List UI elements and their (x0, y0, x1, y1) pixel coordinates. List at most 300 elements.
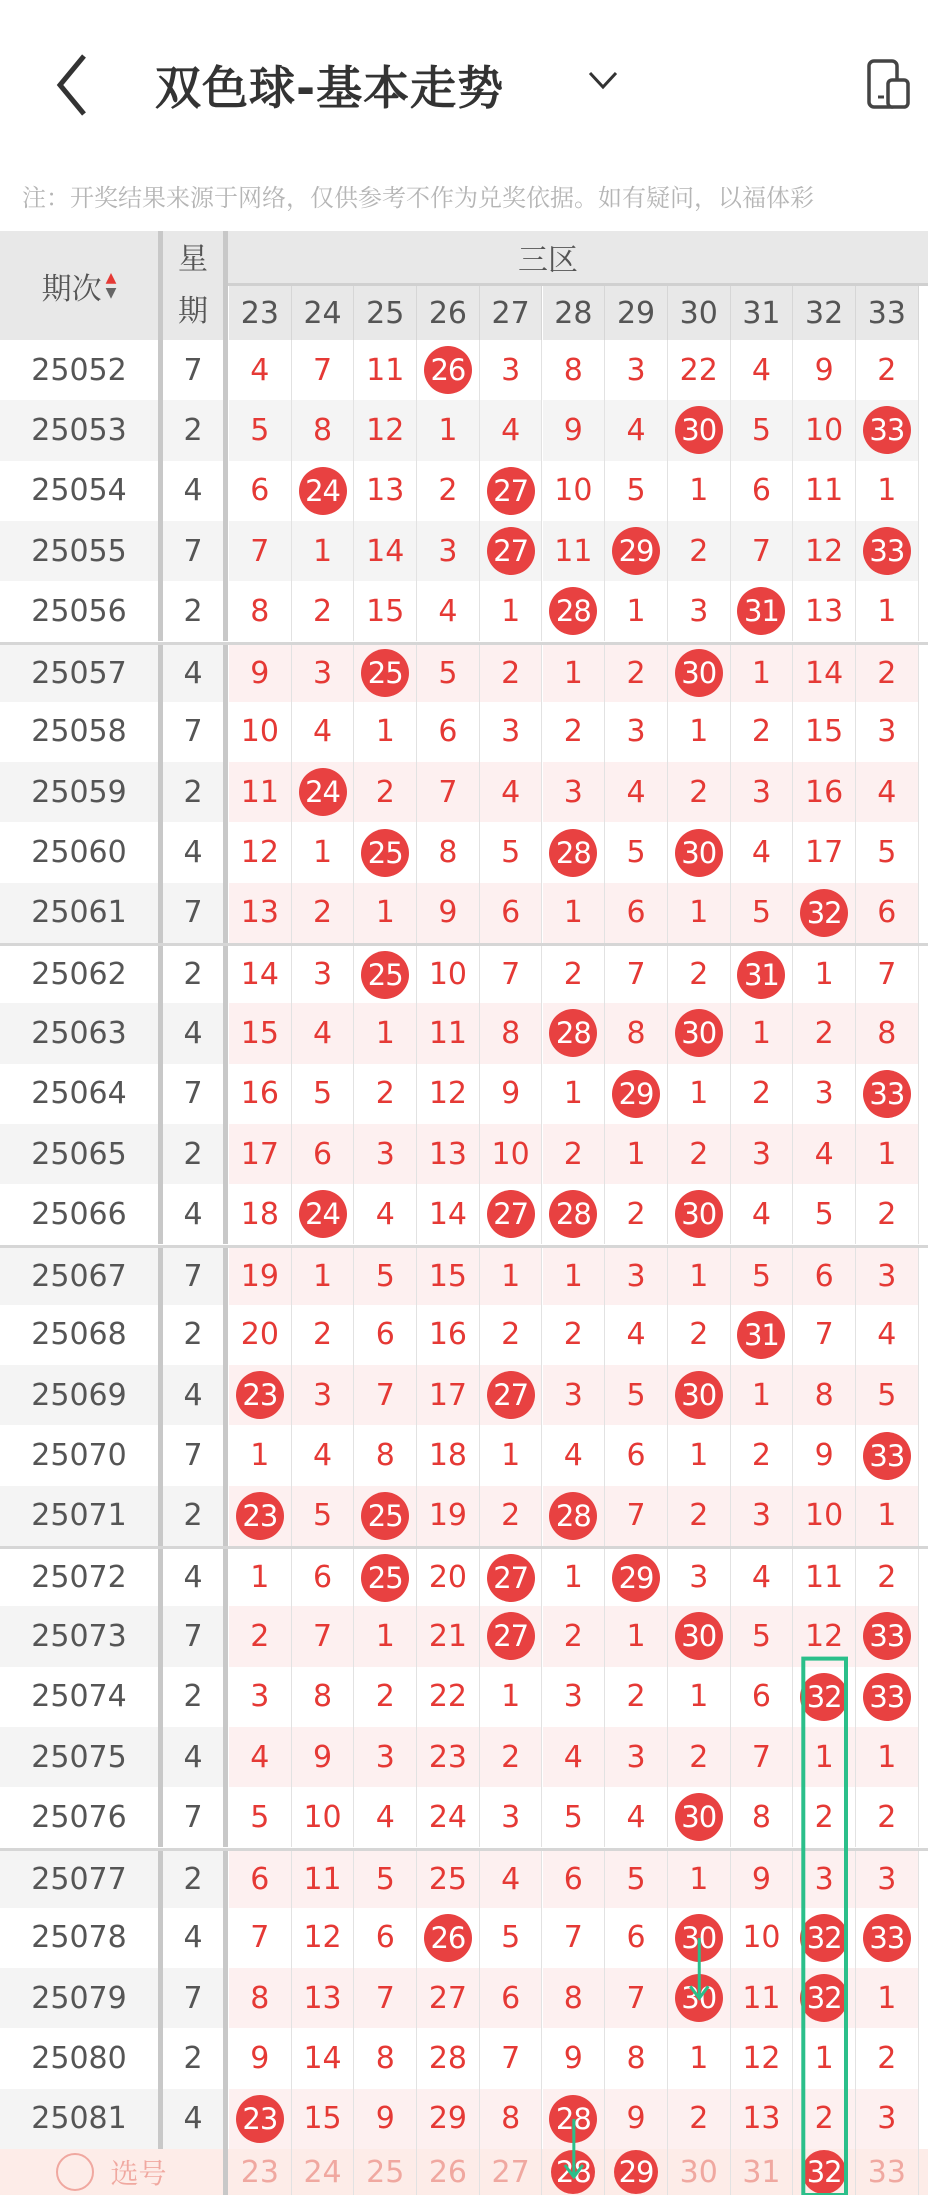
number-cell: 3 (605, 340, 668, 400)
select-number-29[interactable] (605, 2149, 668, 2195)
number-cell: 5 (292, 1064, 355, 1124)
period-cell: 25067 (0, 1248, 163, 1305)
select-row (0, 2149, 928, 2195)
number-cell (605, 1549, 668, 1606)
number-cell: 10 (480, 1124, 543, 1184)
number-cell: 1 (856, 1968, 919, 2028)
weekday-cell: 2 (163, 1124, 228, 1184)
number-cell: 3 (856, 702, 919, 762)
number-cell (543, 822, 606, 882)
hit-ball: 26 (424, 1914, 472, 1962)
number-cell: 2 (354, 762, 417, 822)
select-button[interactable] (0, 2149, 228, 2195)
weekday-cell: 4 (163, 1365, 228, 1425)
number-cell: 1 (605, 581, 668, 641)
period-header[interactable] (0, 231, 163, 340)
select-number-27[interactable]: 27 (480, 2149, 543, 2195)
number-cell: 6 (354, 1305, 417, 1365)
number-cell: 5 (605, 1365, 668, 1425)
number-cell: 13 (793, 581, 856, 641)
period-cell: 25061 (0, 883, 163, 943)
number-cell: 6 (480, 1968, 543, 2028)
number-cell (480, 1365, 543, 1425)
number-cell: 3 (668, 1549, 731, 1606)
number-cell: 29 (417, 2089, 480, 2149)
weekday-cell: 2 (163, 1851, 228, 1908)
disclaimer-note: 注：开奖结果来源于网络，仅供参考不作为兑奖依据。如有疑问，以福体彩 (22, 184, 814, 212)
selected-ball[interactable]: 28 (551, 2150, 595, 2194)
number-cell: 1 (668, 1425, 731, 1485)
number-cell (668, 1184, 731, 1244)
number-cell: 9 (793, 340, 856, 400)
number-cell (292, 461, 355, 521)
radio-circle-icon[interactable] (56, 2153, 94, 2191)
number-cell: 2 (668, 521, 731, 581)
number-cell: 2 (856, 645, 919, 702)
hit-ball: 30 (675, 1371, 723, 1419)
number-cell: 23 (417, 1727, 480, 1787)
number-cell: 2 (480, 645, 543, 702)
number-cell (856, 1064, 919, 1124)
number-cell: 1 (354, 883, 417, 943)
period-cell: 25071 (0, 1486, 163, 1546)
hit-ball: 23 (236, 1371, 284, 1419)
number-cell: 2 (731, 1064, 794, 1124)
weekday-cell: 2 (163, 400, 228, 460)
number-cell: 5 (731, 1248, 794, 1305)
number-cell: 11 (731, 1968, 794, 2028)
weekday-cell: 4 (163, 1908, 228, 1968)
number-cell: 4 (292, 1003, 355, 1063)
period-cell: 25052 (0, 340, 163, 400)
back-arrow-icon[interactable] (52, 50, 92, 120)
number-cell: 10 (731, 1908, 794, 1968)
period-cell: 25063 (0, 1003, 163, 1063)
number-cell: 3 (668, 581, 731, 641)
number-cell: 3 (543, 1365, 606, 1425)
column-header-26: 26 (417, 286, 480, 340)
number-cell: 4 (793, 1124, 856, 1184)
number-cell (668, 1365, 731, 1425)
number-cell (668, 822, 731, 882)
number-cell: 6 (417, 702, 480, 762)
select-number-30[interactable]: 30 (668, 2149, 731, 2195)
column-header-31: 31 (731, 286, 794, 340)
hit-ball: 29 (612, 527, 660, 575)
hit-ball: 30 (675, 1190, 723, 1238)
number-cell: 11 (354, 340, 417, 400)
number-cell: 13 (354, 461, 417, 521)
weekday-cell: 2 (163, 946, 228, 1003)
number-cell (480, 1184, 543, 1244)
number-cell: 5 (605, 1851, 668, 1908)
number-cell: 13 (417, 1124, 480, 1184)
table-row (0, 2089, 928, 2149)
weekday-cell: 4 (163, 1003, 228, 1063)
number-cell: 2 (543, 702, 606, 762)
number-cell: 14 (292, 2028, 355, 2088)
weekday-cell: 2 (163, 762, 228, 822)
table-row (0, 1305, 928, 1365)
number-cell: 11 (793, 1549, 856, 1606)
number-cell: 1 (731, 645, 794, 702)
number-cell: 7 (480, 2028, 543, 2088)
number-cell: 3 (543, 1667, 606, 1727)
number-cell: 15 (793, 702, 856, 762)
number-cell: 1 (793, 1727, 856, 1787)
column-header-29: 29 (605, 286, 668, 340)
hit-ball: 25 (361, 829, 409, 877)
hit-ball: 28 (549, 1009, 597, 1057)
number-cell (731, 1305, 794, 1365)
number-cell: 1 (668, 461, 731, 521)
hit-ball: 24 (299, 467, 347, 515)
number-cell: 22 (417, 1667, 480, 1727)
number-cell: 5 (731, 400, 794, 460)
number-cell: 17 (229, 1124, 292, 1184)
hit-ball: 33 (863, 1673, 911, 1721)
hit-ball: 29 (612, 1070, 660, 1118)
number-cell: 2 (354, 1064, 417, 1124)
number-cell: 6 (605, 1908, 668, 1968)
number-cell: 18 (229, 1184, 292, 1244)
hit-ball: 30 (675, 1793, 723, 1841)
weekday-cell: 7 (163, 1606, 228, 1666)
number-cell: 1 (229, 1425, 292, 1485)
select-number-31[interactable]: 31 (731, 2149, 794, 2195)
select-number-23[interactable]: 23 (229, 2149, 292, 2195)
number-cell: 24 (417, 1787, 480, 1847)
number-cell: 9 (292, 1727, 355, 1787)
number-cell: 4 (605, 400, 668, 460)
number-cell: 14 (354, 521, 417, 581)
select-number-28[interactable] (543, 2149, 606, 2195)
number-cell: 2 (668, 1727, 731, 1787)
column-header-27: 27 (480, 286, 543, 340)
hit-ball: 33 (863, 527, 911, 575)
number-cell: 1 (480, 1425, 543, 1485)
number-cell: 2 (480, 1727, 543, 1787)
number-cell: 5 (480, 1908, 543, 1968)
number-cell: 8 (292, 400, 355, 460)
number-cell: 3 (292, 946, 355, 1003)
number-cell: 2 (417, 461, 480, 521)
select-number-24[interactable]: 24 (292, 2149, 355, 2195)
number-cell: 6 (731, 1667, 794, 1727)
number-cell (668, 1908, 731, 1968)
period-cell: 25081 (0, 2089, 163, 2149)
number-cell: 15 (417, 1248, 480, 1305)
number-cell: 12 (292, 1908, 355, 1968)
number-cell: 7 (605, 946, 668, 1003)
page-title[interactable]: 双色球-基本走势 (155, 61, 505, 115)
period-cell: 25079 (0, 1968, 163, 2028)
number-cell: 2 (480, 1305, 543, 1365)
number-cell: 3 (793, 1064, 856, 1124)
period-cell: 25075 (0, 1727, 163, 1787)
number-cell: 2 (856, 1787, 919, 1847)
hit-ball: 30 (675, 1612, 723, 1660)
number-cell: 13 (292, 1968, 355, 2028)
table-row (0, 1064, 928, 1124)
hit-ball: 25 (361, 1554, 409, 1602)
number-cell: 2 (731, 702, 794, 762)
number-cell: 4 (856, 762, 919, 822)
number-cell: 13 (731, 2089, 794, 2149)
number-cell: 5 (731, 1606, 794, 1666)
number-cell: 3 (731, 762, 794, 822)
number-cell: 4 (731, 1184, 794, 1244)
period-cell: 25057 (0, 645, 163, 702)
number-cell: 3 (731, 1486, 794, 1546)
hit-ball: 27 (487, 1371, 535, 1419)
number-cell (856, 1908, 919, 1968)
number-cell: 1 (354, 702, 417, 762)
number-cell (856, 1425, 919, 1485)
number-cell (354, 645, 417, 702)
hit-ball: 30 (675, 829, 723, 877)
table-row (0, 702, 928, 762)
number-cell: 4 (605, 1305, 668, 1365)
hit-ball: 28 (549, 1492, 597, 1540)
number-cell: 4 (480, 400, 543, 460)
number-cell: 4 (229, 340, 292, 400)
column-header-25: 25 (354, 286, 417, 340)
number-cell: 3 (354, 1124, 417, 1184)
period-cell: 25053 (0, 400, 163, 460)
header (0, 0, 928, 160)
number-cell: 2 (292, 581, 355, 641)
number-cell: 3 (480, 340, 543, 400)
number-cell (605, 521, 668, 581)
number-cell: 1 (856, 1486, 919, 1546)
column-header-24: 24 (292, 286, 355, 340)
selected-ball[interactable]: 29 (614, 2150, 658, 2194)
number-cell: 25 (417, 1851, 480, 1908)
number-cell: 9 (354, 2089, 417, 2149)
number-cell: 1 (480, 1667, 543, 1727)
number-cell: 3 (417, 521, 480, 581)
number-cell: 1 (856, 1124, 919, 1184)
number-cell: 1 (417, 400, 480, 460)
hit-ball: 27 (487, 467, 535, 515)
number-cell: 5 (605, 822, 668, 882)
hit-ball: 24 (299, 1190, 347, 1238)
number-cell: 8 (543, 340, 606, 400)
table-row (0, 1908, 928, 1968)
number-cell: 2 (668, 1124, 731, 1184)
number-cell: 4 (605, 762, 668, 822)
number-cell: 3 (856, 2089, 919, 2149)
number-cell: 7 (856, 946, 919, 1003)
hit-ball: 27 (487, 1190, 535, 1238)
weekday-cell: 2 (163, 2028, 228, 2088)
number-cell: 1 (668, 1064, 731, 1124)
number-cell: 17 (417, 1365, 480, 1425)
number-cell: 2 (856, 1549, 919, 1606)
period-cell: 25072 (0, 1549, 163, 1606)
number-cell: 2 (605, 1184, 668, 1244)
number-cell: 4 (856, 1305, 919, 1365)
number-cell: 6 (229, 461, 292, 521)
period-cell: 25078 (0, 1908, 163, 1968)
number-cell: 5 (480, 822, 543, 882)
number-cell: 1 (543, 1248, 606, 1305)
table-row (0, 1365, 928, 1425)
number-cell (793, 1908, 856, 1968)
hit-ball: 28 (549, 2095, 597, 2143)
number-cell: 9 (229, 645, 292, 702)
number-cell: 2 (793, 1003, 856, 1063)
number-cell: 10 (793, 400, 856, 460)
number-cell: 1 (292, 1248, 355, 1305)
table-row (0, 581, 928, 641)
number-cell: 10 (292, 1787, 355, 1847)
number-cell: 4 (480, 1851, 543, 1908)
period-cell: 25077 (0, 1851, 163, 1908)
number-cell: 16 (793, 762, 856, 822)
number-cell: 20 (229, 1305, 292, 1365)
number-cell: 7 (731, 1727, 794, 1787)
number-cell (354, 1486, 417, 1546)
number-cell: 10 (417, 946, 480, 1003)
number-cell (793, 1968, 856, 2028)
number-cell: 7 (731, 521, 794, 581)
chevron-down-icon[interactable] (585, 62, 621, 98)
number-cell: 4 (292, 1425, 355, 1485)
period-header-label: 期次 (41, 271, 102, 307)
number-cell: 15 (354, 581, 417, 641)
period-cell: 25073 (0, 1606, 163, 1666)
device-switch-icon[interactable] (866, 58, 926, 110)
weekday-cell: 7 (163, 1064, 228, 1124)
period-cell: 25074 (0, 1667, 163, 1727)
number-cell (856, 521, 919, 581)
selected-ball[interactable]: 32 (802, 2150, 846, 2194)
number-cell: 3 (543, 762, 606, 822)
number-cell: 2 (856, 1184, 919, 1244)
sort-icon[interactable]: ▲ ▼ (105, 269, 117, 301)
number-cell: 5 (605, 461, 668, 521)
period-cell: 25064 (0, 1064, 163, 1124)
number-cell: 11 (292, 1851, 355, 1908)
number-cell: 4 (292, 702, 355, 762)
hit-ball: 30 (675, 1974, 723, 2022)
number-cell: 13 (229, 883, 292, 943)
zone-header (228, 231, 928, 286)
number-cell: 3 (292, 1365, 355, 1425)
number-cell: 3 (354, 1727, 417, 1787)
table-row (0, 822, 928, 882)
number-cell: 1 (292, 521, 355, 581)
table-row (0, 1787, 928, 1847)
number-cell: 8 (856, 1003, 919, 1063)
period-cell: 25065 (0, 1124, 163, 1184)
number-cell: 5 (229, 400, 292, 460)
select-number-26[interactable]: 26 (417, 2149, 480, 2195)
hit-ball: 32 (800, 1673, 848, 1721)
table-row (0, 1546, 928, 1606)
number-cell: 7 (354, 1365, 417, 1425)
select-number-33[interactable]: 33 (856, 2149, 919, 2195)
number-cell: 4 (543, 1425, 606, 1485)
number-cell: 2 (292, 1305, 355, 1365)
number-cell: 8 (292, 1667, 355, 1727)
number-cell (731, 946, 794, 1003)
period-cell: 25059 (0, 762, 163, 822)
hit-ball: 28 (549, 1190, 597, 1238)
number-cell: 14 (417, 1184, 480, 1244)
number-cell: 10 (793, 1486, 856, 1546)
number-cell: 10 (229, 702, 292, 762)
hit-ball: 33 (863, 1070, 911, 1118)
number-cell: 7 (229, 521, 292, 581)
number-cell: 6 (354, 1908, 417, 1968)
period-cell: 25066 (0, 1184, 163, 1244)
number-cell: 5 (292, 1486, 355, 1546)
number-cell (668, 1003, 731, 1063)
hit-ball: 25 (361, 1492, 409, 1540)
column-header-32: 32 (793, 286, 856, 340)
table-row (0, 340, 928, 400)
weekday-cell: 2 (163, 1486, 228, 1546)
table-row (0, 642, 928, 702)
weekday-cell: 4 (163, 1549, 228, 1606)
weekday-cell: 7 (163, 702, 228, 762)
number-cell: 21 (417, 1606, 480, 1666)
number-cell: 6 (605, 1425, 668, 1485)
column-header-28: 28 (543, 286, 606, 340)
number-cell: 7 (229, 1908, 292, 1968)
table-row (0, 1667, 928, 1727)
number-cell: 7 (292, 340, 355, 400)
number-cell: 8 (229, 581, 292, 641)
number-cell: 6 (856, 883, 919, 943)
number-cell: 2 (543, 1305, 606, 1365)
number-cell: 9 (543, 2028, 606, 2088)
hit-ball: 23 (236, 1492, 284, 1540)
table-row (0, 400, 928, 460)
number-cell: 7 (543, 1908, 606, 1968)
number-cell: 4 (543, 1727, 606, 1787)
number-cell: 2 (292, 883, 355, 943)
hit-ball: 28 (549, 829, 597, 877)
weekday-cell: 4 (163, 461, 228, 521)
number-cell: 3 (856, 1851, 919, 1908)
number-cell: 27 (417, 1968, 480, 2028)
weekday-cell: 4 (163, 1184, 228, 1244)
number-cell (229, 1365, 292, 1425)
hit-ball: 30 (675, 1009, 723, 1057)
period-cell: 25060 (0, 822, 163, 882)
weekday-cell: 4 (163, 645, 228, 702)
weekday-header (163, 231, 228, 340)
number-cell: 2 (229, 1606, 292, 1666)
select-number-25[interactable]: 25 (354, 2149, 417, 2195)
number-cell: 4 (354, 1184, 417, 1244)
number-cell (354, 1549, 417, 1606)
select-number-32[interactable] (793, 2149, 856, 2195)
table-row (0, 521, 928, 581)
hit-ball: 30 (675, 1914, 723, 1962)
table-row (0, 1124, 928, 1184)
weekday-cell: 7 (163, 883, 228, 943)
number-cell (480, 461, 543, 521)
number-cell: 12 (229, 822, 292, 882)
number-cell: 2 (731, 1425, 794, 1485)
number-cell: 1 (668, 2028, 731, 2088)
number-cell: 1 (543, 645, 606, 702)
